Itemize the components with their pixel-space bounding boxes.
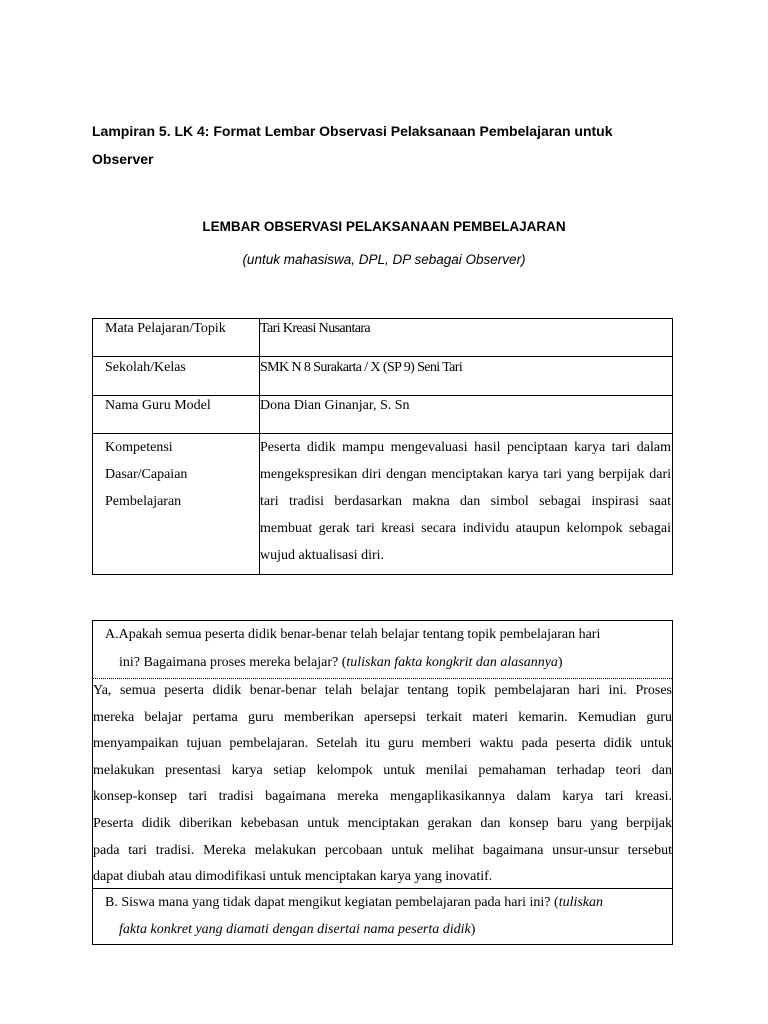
question-a-line2 — [105, 649, 665, 677]
competency-text-line: wujud aktualisasi diri. — [260, 548, 385, 563]
question-a-line1: A.Apakah semua peserta didik benar-benar telah belajar tentang topik pembelajaran hari — [105, 627, 601, 642]
competency-label-line: Kompetensi — [105, 440, 173, 455]
question-b-instruction-start: tuliskan — [558, 895, 604, 910]
observation-question-box — [92, 620, 673, 945]
answer-a — [93, 678, 672, 891]
answer-line: dapat diubah atau dimodifikasi untuk menciptakan karya yang inovatif. — [93, 869, 493, 885]
question-b-close: ) — [470, 922, 476, 937]
competency-label-line: Dasar/Capaian — [105, 467, 188, 482]
table-row — [93, 396, 673, 434]
question-a-text: ini? Bagaimana proses mereka belajar? ( — [119, 655, 347, 670]
answer-line: menyampaikan tujuan pembelajaran. Setelah itu guru memberi waktu pada peserta didik untuk — [93, 736, 672, 752]
question-a-instruction: tuliskan fakta kongkrit dan alasannya — [346, 655, 558, 670]
competency-text-line: mengekspresikan diri dengan menciptakan karya tari yang berpijak dari — [260, 467, 671, 482]
question-a-close: ) — [557, 655, 563, 670]
document-title: LEMBAR OBSERVASI PELAKSANAAN PEMBELAJARAN — [202, 219, 566, 234]
value-subject: Tari Kreasi Nusantara — [260, 319, 673, 357]
competency-text-line: Peserta didik mampu mengevaluasi hasil penciptaan karya tari dalam — [260, 440, 671, 455]
answer-line: melakukan presentasi karya setiap kelompok untuk menilai pemahaman terhadap teori dan — [93, 762, 672, 778]
question-b-instruction: fakta konkret yang diamati dengan disertai nama peserta didik — [119, 922, 471, 937]
appendix-heading-line2: Observer — [92, 151, 154, 167]
competency-text-line: membuat gerak tari kreasi secara individu ataupun kelompok sebagai — [260, 521, 671, 536]
label-school: Sekolah/Kelas — [93, 357, 260, 396]
document-subtitle: (untuk mahasiswa, DPL, DP sebagai Observer) — [242, 252, 526, 267]
table-row — [93, 357, 673, 396]
question-b-text: B. Siswa mana yang tidak dapat mengikut kegiatan pembelajaran pada hari ini? ( — [105, 895, 559, 910]
answer-line: konsep-konsep tari tradisi bagaimana mereka mengaplikasikannya dalam karya tari kreasi. — [93, 789, 672, 805]
table-row — [93, 434, 673, 575]
competency-label-line: Pembelajaran — [105, 494, 182, 509]
question-b-line1 — [105, 889, 665, 916]
competency-text-line: tari tradisi berdasarkan makna dan simbol sebagai inspirasi saat — [260, 494, 671, 509]
answer-line: mereka belajar pertama guru memberikan apersepsi terkait materi kemarin. Kemudian guru — [93, 709, 672, 725]
question-a — [105, 621, 665, 677]
value-teacher: Dona Dian Ginanjar, S. Sn — [260, 396, 673, 434]
answer-line: Ya, semua peserta didik benar-benar telah belajar tentang topik pembelajaran hari ini. Proses — [93, 683, 672, 698]
answer-line: pada tari tradisi. Mereka melakukan percobaan untuk melihat bagaimana unsur-unsur tersebut — [93, 842, 672, 858]
table-row — [93, 319, 673, 357]
appendix-heading-line1: Lampiran 5. LK 4: Format Lembar Observasi Pelaksanaan Pembelajaran untuk — [92, 123, 613, 139]
answer-line: Peserta didik diberikan kebebasan untuk menciptakan gerakan dan konsep baru yang berpijak — [93, 815, 672, 831]
label-subject: Mata Pelajaran/Topik — [93, 319, 260, 357]
value-competency — [260, 434, 673, 575]
question-b — [105, 889, 665, 943]
label-competency — [93, 434, 260, 575]
info-table — [92, 318, 673, 575]
label-teacher: Nama Guru Model — [93, 396, 260, 434]
question-b-line2 — [105, 916, 665, 943]
value-school: SMK N 8 Surakarta / X (SP 9) Seni Tari — [260, 357, 673, 396]
